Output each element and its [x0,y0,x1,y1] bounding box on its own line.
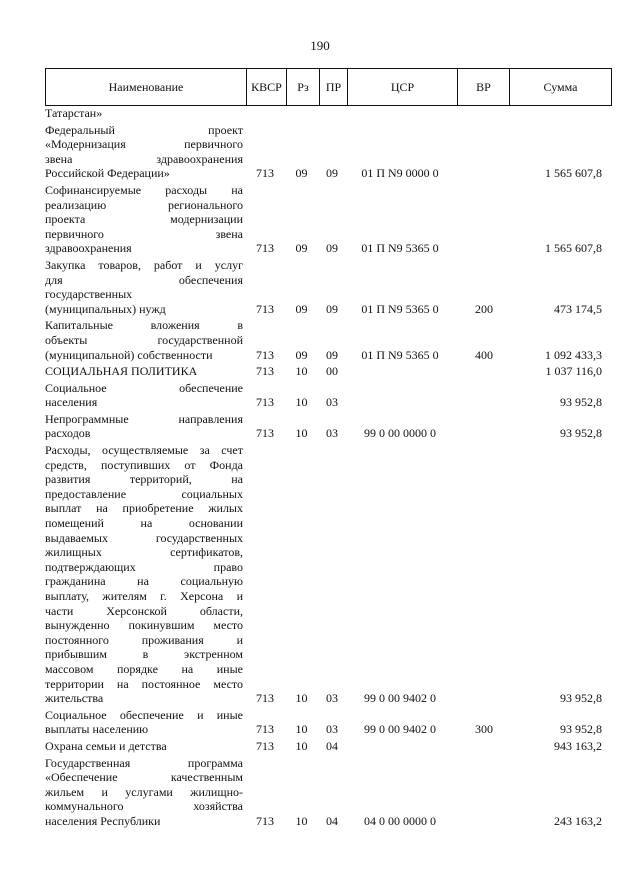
row-name-line: жилищных сертификатов, [45,545,243,560]
cell-csr: 01 П N9 5365 0 [361,241,439,256]
row-name-line: Закупка товаров, работ и услуг [45,257,243,272]
cell-sum: 243 163,2 [554,813,602,828]
row-name-line: выплат на приобретение жилых [45,501,243,516]
cell-sum: 93 952,8 [560,691,602,706]
cell-rz: 10 [295,426,308,441]
cell-csr: 01 П N9 0000 0 [361,166,439,181]
row-name-line: звена здравоохранения [45,151,243,166]
row-name-line: гражданина на социальную [45,574,243,589]
row-name [45,106,243,121]
cell-rz: 10 [295,364,308,379]
cell-pr: 04 [326,738,338,753]
row-name-line: населения Республики [45,813,161,828]
row-name [45,364,243,379]
cell-sum: 93 952,8 [560,395,602,410]
row-name-line: предоставление социальных [45,486,243,501]
row-name-line: объекты государственной [45,332,243,347]
row-name-line: постоянного проживания и [45,632,243,647]
row-name-line: массовом порядке на иные [45,661,243,676]
row-name-line: Татарстан» [45,106,103,120]
cell-kvsr: 713 [256,241,274,256]
cell-pr: 09 [326,241,338,256]
row-name-line: реализацию регионального [45,197,243,212]
row-name-line: государственных [45,287,133,302]
cell-rz: 09 [295,301,308,316]
row-name-line: проекта модернизации [45,212,243,227]
cell-pr: 03 [326,691,338,706]
table-row [45,381,612,410]
table-row [45,318,612,362]
cell-pr: 09 [326,166,338,181]
cell-kvsr: 713 [256,166,274,181]
row-name-line: Охрана семьи и детства [45,738,167,753]
cell-sum: 1 565 607,8 [545,241,602,256]
cell-sum: 1 565 607,8 [545,166,602,181]
row-name-line: средств, поступивших от Фонда [45,457,243,472]
cell-rz: 10 [295,813,308,828]
row-name [45,708,243,737]
row-name-line: жильем и услугами жилищно- [45,784,243,799]
row-name-line: здравоохранения [45,241,132,256]
cell-kvsr: 713 [256,395,274,410]
cell-kvsr: 713 [256,301,274,316]
cell-kvsr: 713 [256,722,274,737]
row-name-line: Социальное обеспечение [45,380,243,395]
cell-kvsr: 713 [256,691,274,706]
row-name-line: жительства [45,691,104,706]
row-name-line: подтверждающих право [45,559,243,574]
row-name-line: выдаваемых государственных [45,530,243,545]
cell-kvsr: 713 [256,813,274,828]
row-name-line: помещений на основании [45,516,243,531]
row-name-line: коммунального хозяйства [45,799,243,814]
cell-vr: 400 [475,347,493,362]
cell-csr: 99 0 00 9402 0 [364,691,436,706]
cell-rz: 09 [295,347,308,362]
cell-sum: 473 174,5 [554,301,602,316]
row-name [45,739,243,754]
row-name-line: населения [45,395,98,410]
row-name-line: выплату, жителям г. Херсона и [45,589,243,603]
cell-pr: 03 [326,722,338,737]
cell-pr: 09 [326,301,338,316]
row-name [45,381,243,410]
row-name-line: прибывшим в экстренном [45,647,243,662]
cell-kvsr: 713 [256,347,274,362]
cell-rz: 10 [295,395,308,410]
row-name-line: «Обеспечение качественным [45,770,243,785]
row-name [45,183,243,256]
cell-sum: 1 037 116,0 [545,364,602,379]
row-name-line: развития территорий, на [45,472,243,487]
cell-pr: 04 [326,813,338,828]
row-name-line: первичного звена [45,226,243,241]
cell-csr: 01 П N9 5365 0 [361,347,439,362]
row-name-line: Социальное обеспечение и иные [45,707,243,722]
table-row [45,106,612,121]
cell-pr: 03 [326,426,338,441]
row-name-line: (муниципальной) собственности [45,347,213,362]
cell-vr: 300 [475,722,493,737]
row-name-line: для обеспечения [45,272,243,287]
row-name [45,443,243,706]
cell-rz: 09 [295,241,308,256]
table-body [45,106,612,829]
table-row [45,739,612,754]
row-name-line: Российской Федерации» [45,166,170,181]
cell-vr: 200 [475,301,493,316]
row-name-line: Федеральный проект [45,122,243,137]
cell-sum: 93 952,8 [560,722,602,737]
cell-pr: 03 [326,395,338,410]
cell-rz: 10 [295,722,308,737]
header-rz: Рз [287,69,320,105]
row-name-line: Капитальные вложения в [45,318,243,333]
cell-csr: 01 П N9 5365 0 [361,301,439,316]
cell-csr: 99 0 00 9402 0 [364,722,436,737]
cell-sum: 943 163,2 [554,738,602,753]
row-name-line: Расходы, осуществляемые за счет [45,443,243,458]
cell-sum: 1 092 433,3 [545,347,602,362]
row-name [45,258,243,316]
row-name-line: вынужденно покинувшим место [45,618,243,633]
cell-pr: 00 [326,364,338,379]
row-name-line: части Херсонской области, [45,603,243,618]
cell-kvsr: 713 [256,364,274,379]
table-row [45,364,612,379]
row-name-line: Государственная программа [45,755,243,770]
page-number: 190 [310,38,330,53]
table-row [45,412,612,441]
table-row [45,443,612,706]
header-vr: ВР [458,69,510,105]
header-name: Наименование [46,69,247,105]
header-pr: ПР [320,69,348,105]
cell-pr: 09 [326,347,338,362]
cell-rz: 10 [295,738,308,753]
header-kvsr: КВСР [247,69,287,105]
cell-csr: 99 0 00 0000 0 [364,426,436,441]
row-name [45,412,243,441]
header-csr: ЦСР [348,69,458,105]
cell-rz: 09 [295,166,308,181]
cell-sum: 93 952,8 [560,426,602,441]
table-row [45,756,612,829]
table-row [45,708,612,737]
row-name [45,123,243,181]
table-row [45,123,612,181]
row-name-line: «Модернизация первичного [45,137,243,152]
table-row [45,183,612,256]
row-name-line: (муниципальных) нужд [45,301,166,316]
row-name-line: Непрограммные направления [45,411,243,426]
row-name-line: территории на постоянное место [45,676,243,691]
cell-rz: 10 [295,691,308,706]
cell-csr: 04 0 00 0000 0 [364,813,436,828]
row-name [45,756,243,829]
cell-kvsr: 713 [256,738,274,753]
row-name [45,318,243,362]
header-sum: Сумма [543,80,578,94]
table-header [45,68,612,106]
row-name-line: Софинансируемые расходы на [45,182,243,197]
table-row [45,258,612,316]
row-name-line: выплаты населению [45,722,149,737]
row-name-line: расходов [45,426,91,441]
cell-kvsr: 713 [256,426,274,441]
row-name-line: СОЦИАЛЬНАЯ ПОЛИТИКА [45,364,198,379]
